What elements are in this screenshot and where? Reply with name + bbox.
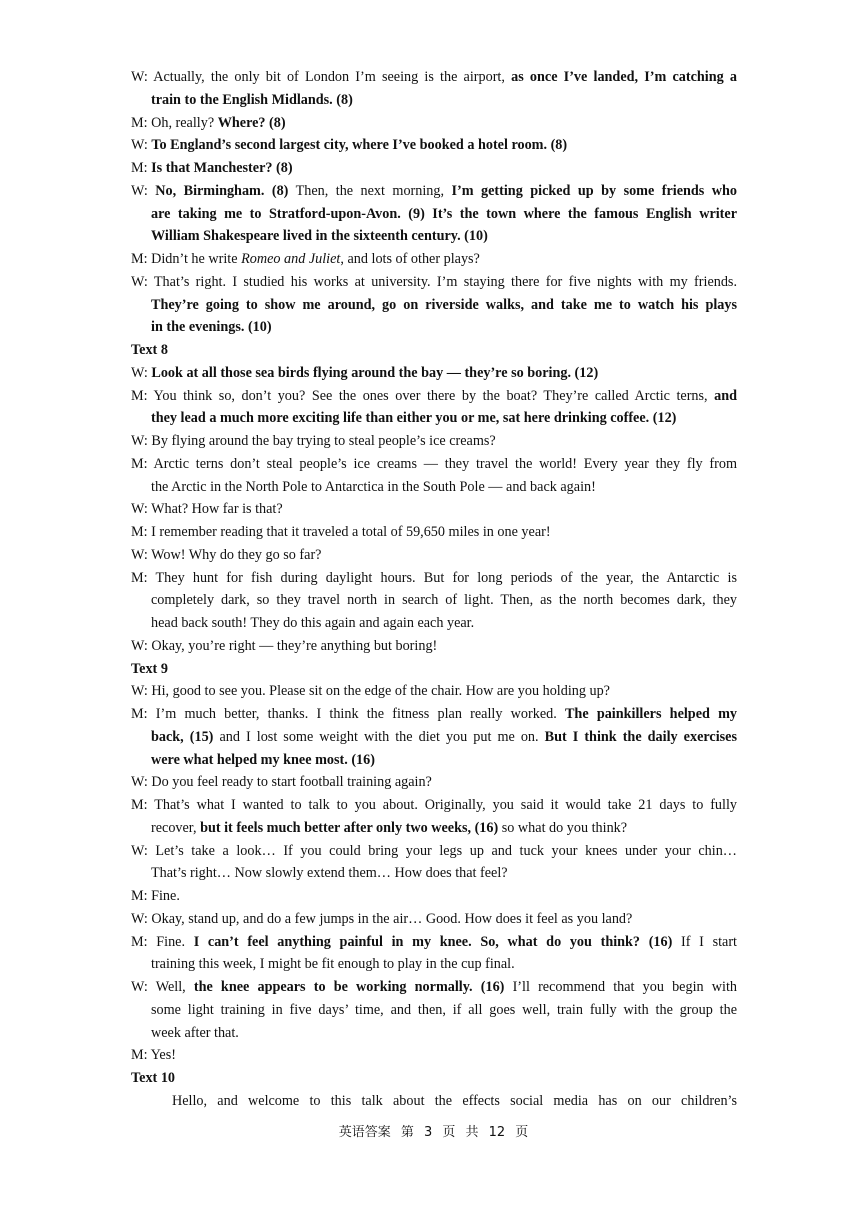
line-text: Then, the next morning, <box>288 182 452 199</box>
transcript-line <box>131 635 737 658</box>
transcript-line <box>131 840 737 863</box>
transcript-line <box>151 589 737 612</box>
transcript-line <box>131 66 737 89</box>
transcript-line <box>172 1090 737 1113</box>
transcript-line <box>131 771 737 794</box>
line-text: W: Okay, stand up, and do a few jumps in the air… Good. How does it feel as you land? <box>131 910 633 927</box>
answer-text: To England’s second largest city, where I’ve booked a hotel room. (8) <box>151 137 568 154</box>
line-text: W: That’s right. I studied his works at university. I’m staying there for five nights with my friends. <box>131 273 737 290</box>
line-text: M: That’s what I wanted to talk to you about. Originally, you said it would take 21 days to fully <box>131 797 737 813</box>
line-text: Text 9 <box>131 660 168 677</box>
line-text: Text 8 <box>131 342 168 358</box>
line-text: Hello, and welcome to this talk about the effects social media has on our children’s <box>172 1092 737 1109</box>
transcript-line <box>131 430 737 453</box>
section-heading <box>131 658 737 681</box>
transcript-line <box>131 180 737 203</box>
answer-text: No, Birmingham. (8) <box>155 182 289 199</box>
transcript-line <box>151 225 737 248</box>
line-text: W: By flying around the bay trying to steal people’s ice creams? <box>131 433 496 449</box>
answer-text: the knee appears to be working normally. (16) <box>193 979 505 995</box>
transcript-line <box>151 999 737 1022</box>
answer-text: they lead a much more exciting life than either you or me, sat here drinking coffee. (12) <box>151 410 677 427</box>
line-text: M: Fine. <box>131 933 194 950</box>
line-text: W: Well, <box>131 979 194 995</box>
answer-text: but it feels much better after only two weeks, (16) <box>200 819 499 836</box>
transcript-line <box>131 498 737 521</box>
transcript-line <box>131 680 737 703</box>
section-heading <box>131 1067 737 1090</box>
page-footer: 英语答案 第 3 页 共 12 页 <box>338 1125 529 1140</box>
answer-text: were what helped my knee most. (16) <box>151 751 375 768</box>
transcript-line <box>151 726 737 749</box>
answer-text: William Shakespeare lived in the sixteenth century. (10) <box>151 228 488 245</box>
line-text: some light training in five days’ time, and then, if all goes well, train fully with the group the <box>151 1001 737 1018</box>
line-text: so what do you think? <box>498 819 628 836</box>
line-text: W: Okay, you’re right — they’re anything but boring! <box>131 637 438 654</box>
line-text: I’ll recommend that you begin with <box>504 979 737 995</box>
answer-text: Look at all those sea birds flying around the bay — they’re so boring. (12) <box>151 364 599 381</box>
line-text: , and lots of other plays? <box>340 251 480 267</box>
transcript-line <box>131 908 737 931</box>
line-text: M: I’m much better, thanks. I think the fitness plan really worked. <box>131 706 565 722</box>
transcript-line <box>131 362 737 385</box>
transcript-line <box>131 931 737 954</box>
transcript-line <box>131 385 737 408</box>
line-text: W: <box>131 182 156 199</box>
transcript-line <box>151 1022 737 1045</box>
line-text: M: <box>131 160 152 176</box>
answer-text: Is that Manchester? (8) <box>151 160 293 176</box>
line-text: and I lost some weight with the diet you put me on. <box>213 728 545 745</box>
line-text: W: <box>131 137 152 154</box>
transcript-line <box>131 112 737 135</box>
transcript-line <box>151 316 737 339</box>
line-text: M: You think so, don’t you? See the ones over there by the boat? They’re called Arctic terns, <box>131 387 715 404</box>
line-text: M: Yes! <box>131 1047 176 1064</box>
answer-text: in the evenings. (10) <box>151 319 272 336</box>
transcript-line <box>131 976 737 999</box>
answer-text: The painkillers helped my <box>564 706 737 722</box>
transcript-line <box>151 294 737 317</box>
answer-text: as once I’ve landed, I’m catching a <box>511 69 737 85</box>
answer-text: I’m getting picked up by some friends who <box>451 182 737 199</box>
line-text: the Arctic in the North Pole to Antarctica in the South Pole — and back again! <box>151 478 596 495</box>
line-text: M: Oh, really? <box>131 114 218 131</box>
line-text: recover, <box>151 819 201 836</box>
transcript-line <box>131 794 737 817</box>
transcript-line <box>131 134 737 157</box>
line-text: W: Let’s take a look… If you could bring your legs up and tuck your knees under your chin… <box>131 842 737 859</box>
transcript-line <box>131 885 737 908</box>
transcript-line <box>151 407 737 430</box>
line-text: M: They hunt for fish during daylight hours. But for long periods of the year, the Antarctic is <box>131 569 737 586</box>
answer-text: But I think the daily exercises <box>544 728 737 745</box>
transcript-line <box>131 703 737 726</box>
line-text: M: Didn’t he write <box>131 251 242 267</box>
line-text: W: <box>131 364 152 381</box>
transcript-line <box>151 749 737 772</box>
transcript-line <box>131 544 737 567</box>
transcript-line <box>151 612 737 635</box>
line-text: training this week, I might be fit enough to play in the cup final. <box>151 956 515 973</box>
answer-text: and <box>714 387 737 404</box>
title-italic: Romeo and Juliet <box>241 251 341 267</box>
line-text: M: Fine. <box>131 888 180 904</box>
line-text: W: What? How far is that? <box>131 501 283 518</box>
section-heading <box>131 339 737 362</box>
transcript-line <box>151 203 737 226</box>
line-text: W: Actually, the only bit of London I’m seeing is the airport, <box>131 69 512 85</box>
line-text: That’s right… Now slowly extend them… How does that feel? <box>151 865 508 882</box>
line-text: If I start <box>672 933 738 950</box>
line-text: head back south! They do this again and again each year. <box>151 615 475 631</box>
line-text: M: Arctic terns don’t steal people’s ice creams — they travel the world! Every year they fly from <box>131 455 737 472</box>
answer-text: They’re going to show me around, go on riverside walks, and take me to watch his plays <box>151 296 737 313</box>
transcript-line <box>131 271 737 294</box>
line-text: week after that. <box>151 1024 239 1041</box>
answer-text: Where? (8) <box>217 114 286 131</box>
answer-text: I can’t feel anything painful in my knee. So, what do you think? (16) <box>193 933 673 950</box>
transcript-line <box>151 476 737 499</box>
transcript-line <box>151 862 737 885</box>
transcript-line <box>131 157 737 180</box>
transcript-line <box>151 817 737 840</box>
transcript-line <box>151 89 737 112</box>
transcript-line <box>131 1044 737 1067</box>
line-text: Text 10 <box>131 1070 176 1086</box>
answer-text: back, (15) <box>151 728 214 745</box>
transcript-line <box>131 248 737 271</box>
line-text: W: Wow! Why do they go so far? <box>131 546 322 563</box>
line-text: M: I remember reading that it traveled a total of 59,650 miles in one year! <box>131 524 551 540</box>
answer-text: are taking me to Stratford-upon-Avon. (9) It’s the town where the famous English writer <box>151 205 737 222</box>
transcript-line <box>131 453 737 476</box>
transcript-line <box>151 953 737 976</box>
transcript-line <box>131 521 737 544</box>
line-text: W: Hi, good to see you. Please sit on the edge of the chair. How are you holding up? <box>131 683 610 700</box>
line-text: completely dark, so they travel north in search of light. Then, as the north becomes dark, they <box>151 592 737 609</box>
answer-text: train to the English Midlands. (8) <box>151 91 353 108</box>
line-text: W: Do you feel ready to start football training again? <box>131 774 432 791</box>
transcript-line <box>131 567 737 590</box>
